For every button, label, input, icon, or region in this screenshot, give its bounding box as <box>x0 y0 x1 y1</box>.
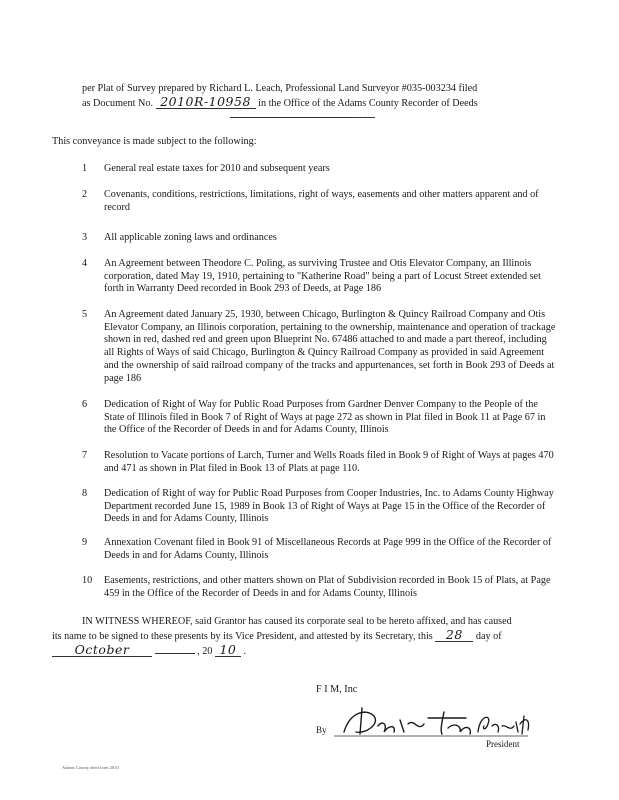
item-number: 4 <box>82 258 88 269</box>
item-number: 6 <box>82 399 88 410</box>
list-item: Annexation Covenant filed in Book 91 of Miscellaneous Records at Page 999 in the Office of the Recorder of Deeds in and for Adams County, Illinois <box>104 537 552 561</box>
witness-line-2-suffix: day of <box>475 631 502 642</box>
list-item: Resolution to Vacate portions of Larch, Turner and Wells Roads filed in Book 9 of Right of Ways at pages 470 and 471 as shown in Plat filed in Book 13 of Plats at page 110. <box>104 450 554 474</box>
item-number: 5 <box>82 309 88 320</box>
signing-month: October <box>52 644 152 657</box>
list-item: An Agreement dated January 25, 1930, between Chicago, Burlington & Quincy Railroad Company and Otis Elevator Company, an Illinois corporation, pertaining to the ownership, maintenance and operation of trackage shown in red, dashed red and green upon Blueprint No. 67486 attached to and made a part thereof, including all Rights of Ways of said Chicago, Burlington & Quincy Railroad Company as provided in said Agreement and the ownership of said railroad company of the tracks and appurtenances, set forth in Book 293 of Deeds at page 186 <box>104 309 556 384</box>
intro-line-2-suffix: in the Office of the Adams County Recorder of Deeds <box>258 98 478 109</box>
list-item: Covenants, conditions, restrictions, limitations, right of ways, easements and other matters apparent and of record <box>104 189 539 213</box>
witness-line-2 <box>52 629 502 643</box>
item-number: 3 <box>82 232 88 243</box>
blank-rule <box>230 117 375 118</box>
item-number: 10 <box>82 575 93 586</box>
by-label: By <box>316 725 327 735</box>
signer-title: President <box>486 739 520 749</box>
witness-line-3 <box>52 644 246 658</box>
item-number: 9 <box>82 537 88 548</box>
list-item: All applicable zoning laws and ordinances <box>104 232 277 243</box>
item-number: 1 <box>82 163 88 174</box>
list-item: General real estate taxes for 2010 and subsequent years <box>104 163 330 174</box>
list-item: An Agreement between Theodore C. Poling, as surviving Trustee and Otis Elevator Company, an Illinois corporation, dated May 19, 1910, pertaining to "Katherine Road" being a part of Locust Street extended set forth in Warranty Deed recorded in Book 293 of Deeds, at Page 186 <box>104 258 541 295</box>
witness-line-1: IN WITNESS WHEREOF, said Grantor has caused its corporate seal to be hereto affixed, and has caused <box>82 616 512 627</box>
item-number: 7 <box>82 450 88 461</box>
year-prefix: , 20 <box>197 646 213 657</box>
item-number: 8 <box>82 488 88 499</box>
item-number: 2 <box>82 189 88 200</box>
year-end: . <box>243 646 247 657</box>
document-number: 2010R-10958 <box>156 96 256 109</box>
conveyance-heading: This conveyance is made subject to the following: <box>52 136 257 147</box>
list-item: Easements, restrictions, and other matters shown on Plat of Subdivision recorded in Book 15 of Plats, at Page 459 in the Office of the Recorder of Deeds in and for Adams County, Illinois <box>104 575 551 599</box>
intro-line-1: per Plat of Survey prepared by Richard L. Leach, Professional Land Surveyor #035-003234 filed <box>82 83 478 94</box>
list-item: Dedication of Right of Way for Public Road Purposes from Gardner Denver Company to the People of the State of Illinois filed in Book 7 of Right of Ways at page 272 as shown in Plat filed in Book 11 at Page 67 in the Office of the Recorder of Deeds in and for Adams County, Illinois <box>104 399 546 436</box>
blank-rule-dashes <box>356 117 374 118</box>
signing-year: 10 <box>215 644 241 657</box>
witness-line-2-prefix: its name to be signed to these presents by its Vice President, and attested by its Secretary, this <box>52 631 433 642</box>
month-blank <box>155 653 195 654</box>
intro-line-2 <box>82 96 478 110</box>
company-name: F I M, Inc <box>316 684 358 695</box>
footer-text: Adams County deed form 2010 <box>62 765 119 770</box>
intro-line-2-prefix: as Document No. <box>82 98 154 109</box>
signing-day: 28 <box>435 629 473 642</box>
list-item: Dedication of Right of way for Public Road Purposes from Cooper Industries, Inc. to Adams County Highway Department recorded June 15, 1989 in Book 13 of Right of Ways at Page 15 in the Office of the Recorder of Deeds in and for Adams County, Illinois <box>104 488 554 525</box>
